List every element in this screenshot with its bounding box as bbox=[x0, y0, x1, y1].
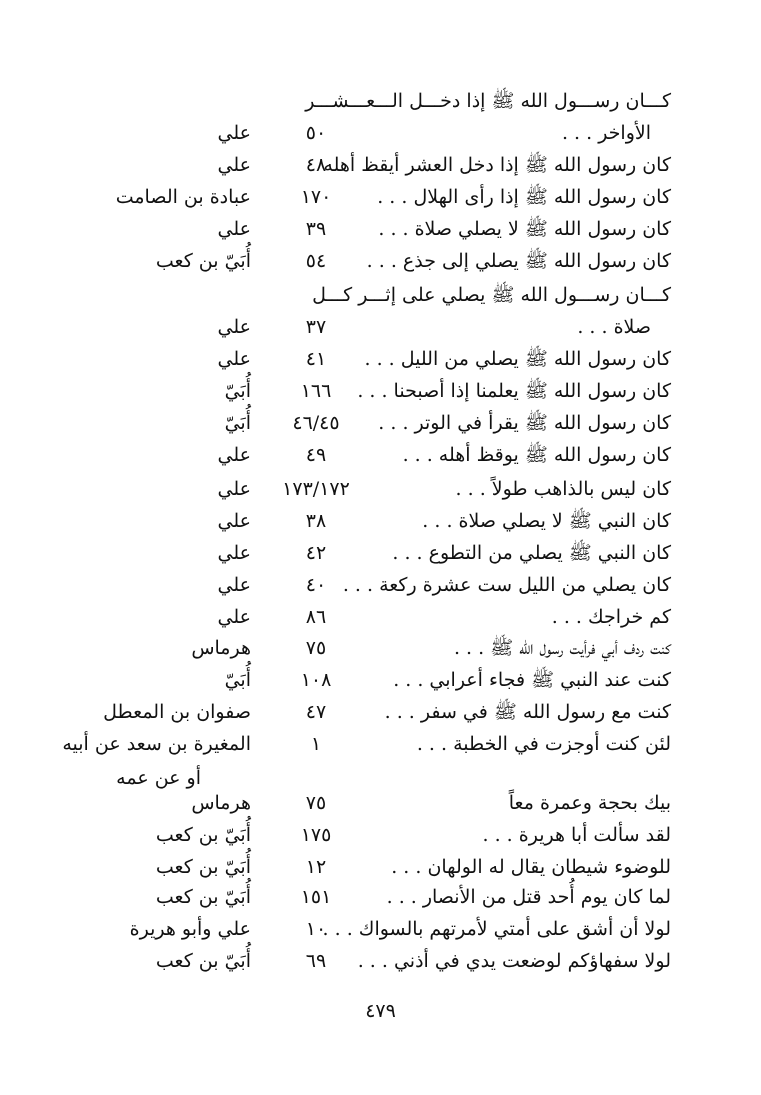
narrator: علي وأبو هريرة bbox=[129, 918, 251, 940]
row bbox=[0, 881, 761, 913]
page-ref: ٦٩ bbox=[305, 950, 327, 972]
narrator: علي bbox=[217, 606, 251, 628]
narrator: أُبَيّ بن كعب bbox=[155, 856, 251, 878]
row bbox=[0, 375, 761, 407]
row bbox=[0, 819, 761, 851]
row bbox=[0, 473, 761, 505]
hadith-text: لولا سفهاؤكم لوضعت يدي في أذني . . . bbox=[357, 950, 671, 972]
narrator: أُبَيّ بن كعب bbox=[155, 250, 251, 272]
narrator: أو عن عمه bbox=[116, 767, 201, 789]
hadith-text: الأواخر . . . bbox=[561, 122, 651, 144]
narrator: علي bbox=[217, 478, 251, 500]
narrator: علي bbox=[217, 316, 251, 338]
page-ref: ٧٥ bbox=[305, 637, 327, 659]
page-ref: ١٧٠ bbox=[300, 186, 332, 208]
hadith-text: كان النبي ﷺ لا يصلي صلاة . . . bbox=[422, 510, 671, 532]
hadith-text: كان رسول الله ﷺ يقرأ في الوتر . . . bbox=[378, 412, 671, 434]
hadith-text: كان رسول الله ﷺ إذا رأى الهلال . . . bbox=[377, 186, 671, 208]
narrator: أُبَيّ bbox=[224, 412, 251, 434]
hadith-text: لما كان يوم أُحد قتل من الأنصار . . . bbox=[386, 886, 671, 908]
hadith-text: كان النبي ﷺ يصلي من التطوع . . . bbox=[392, 542, 671, 564]
page-ref: ٥٤ bbox=[305, 250, 327, 272]
row bbox=[0, 537, 761, 569]
row bbox=[0, 569, 761, 601]
narrator: أُبَيّ bbox=[224, 380, 251, 402]
page-ref: ٤٦/٤٥ bbox=[292, 412, 340, 434]
narrator: علي bbox=[217, 444, 251, 466]
hadith-text: كان رسول الله ﷺ يصلي من الليل . . . bbox=[364, 348, 671, 370]
row bbox=[0, 664, 761, 696]
narrator: علي bbox=[217, 510, 251, 532]
row bbox=[0, 85, 761, 117]
narrator: أُبَيّ bbox=[224, 669, 251, 691]
page-ref: ٧٥ bbox=[305, 792, 327, 814]
row bbox=[0, 505, 761, 537]
hadith-text: كان ليس بالذاهب طولاً . . . bbox=[455, 478, 671, 500]
page-ref: ٣٩ bbox=[305, 218, 327, 240]
row bbox=[0, 728, 761, 760]
hadith-text: كـــان رســـول الله ﷺ إذا دخـــل الـــعـــشـــر bbox=[305, 90, 671, 112]
narrator: علي bbox=[217, 122, 251, 144]
page-ref: ٤٠ bbox=[305, 574, 327, 596]
hadith-text: كان رسول الله ﷺ إذا دخل العشر أيقظ أهله bbox=[323, 154, 671, 176]
row bbox=[0, 311, 761, 343]
page-ref: ١ bbox=[310, 733, 322, 755]
narrator: علي bbox=[217, 574, 251, 596]
row bbox=[0, 117, 761, 149]
hadith-text: كنت مع رسول الله ﷺ في سفر . . . bbox=[384, 701, 671, 723]
hadith-text: كان رسول الله ﷺ يوقظ أهله . . . bbox=[402, 444, 671, 466]
hadith-text: كان رسول الله ﷺ يعلمنا إذا أصبحنا . . . bbox=[357, 380, 671, 402]
row bbox=[0, 407, 761, 439]
row bbox=[0, 245, 761, 277]
narrator: علي bbox=[217, 154, 251, 176]
page-ref: ١٧٥ bbox=[300, 824, 332, 846]
narrator: هرماس bbox=[191, 637, 251, 659]
page-ref: ١٢ bbox=[305, 856, 327, 878]
hadith-text: كان يصلي من الليل ست عشرة ركعة . . . bbox=[342, 574, 671, 596]
row bbox=[0, 851, 761, 883]
hadith-text: كم خراجك . . . bbox=[551, 606, 671, 628]
row bbox=[0, 632, 761, 664]
hadith-text: لولا أن أشق على أمتي لأمرتهم بالسواك . . . bbox=[322, 918, 671, 940]
page-ref: ١٠٨ bbox=[300, 669, 332, 691]
page-ref: ١٥١ bbox=[300, 886, 332, 908]
narrator: علي bbox=[217, 348, 251, 370]
hadith-text: كنت ردف أبي فرأيت رسول الله ﷺ . . . bbox=[453, 637, 671, 659]
narrator: المغيرة بن سعد عن أبيه bbox=[62, 733, 251, 755]
page-ref: ٤١ bbox=[305, 348, 327, 370]
page-ref: ٣٧ bbox=[305, 316, 327, 338]
narrator: أُبَيّ بن كعب bbox=[155, 950, 251, 972]
row bbox=[0, 279, 761, 311]
narrator: صفوان بن المعطل bbox=[103, 701, 251, 723]
page-ref: ٥٠ bbox=[305, 122, 327, 144]
page-ref: ٣٨ bbox=[305, 510, 327, 532]
page-ref: ٤٧ bbox=[305, 701, 327, 723]
page-ref: ١٦٦ bbox=[300, 380, 332, 402]
page-ref: ٤٩ bbox=[305, 444, 327, 466]
row bbox=[0, 601, 761, 633]
row bbox=[0, 696, 761, 728]
narrator: أُبَيّ بن كعب bbox=[155, 886, 251, 908]
page-ref: ٤٢ bbox=[305, 542, 327, 564]
hadith-text: لئن كنت أوجزت في الخطبة . . . bbox=[416, 733, 671, 755]
row bbox=[0, 439, 761, 471]
row bbox=[0, 945, 761, 977]
narrator: علي bbox=[217, 542, 251, 564]
row bbox=[0, 213, 761, 245]
page-ref: ١٧٣/١٧٢ bbox=[282, 478, 350, 500]
page-number: ٤٧٩ bbox=[365, 1000, 396, 1022]
page-ref: ٨٦ bbox=[305, 606, 327, 628]
hadith-text: كان رسول الله ﷺ يصلي إلى جذع . . . bbox=[366, 250, 671, 272]
hadith-text: كنت عند النبي ﷺ فجاء أعرابي . . . bbox=[393, 669, 671, 691]
hadith-text: لقد سألت أبا هريرة . . . bbox=[482, 824, 671, 846]
row bbox=[0, 343, 761, 375]
narrator: علي bbox=[217, 218, 251, 240]
page-ref: ١٠ bbox=[305, 918, 327, 940]
row bbox=[0, 787, 761, 819]
page-ref: ٤٨ bbox=[305, 154, 327, 176]
narrator: هرماس bbox=[191, 792, 251, 814]
hadith-text: للوضوء شيطان يقال له الولهان . . . bbox=[391, 856, 671, 878]
narrator: أُبَيّ بن كعب bbox=[155, 824, 251, 846]
narrator: عبادة بن الصامت bbox=[115, 186, 251, 208]
row bbox=[0, 181, 761, 213]
hadith-text: بيك بحجة وعمرة معاً bbox=[508, 792, 671, 814]
hadith-text: صلاة . . . bbox=[577, 316, 651, 338]
hadith-text: كان رسول الله ﷺ لا يصلي صلاة . . . bbox=[378, 218, 671, 240]
row bbox=[0, 149, 761, 181]
hadith-text: كـــان رســـول الله ﷺ يصلي على إثـــر كـــل bbox=[312, 284, 671, 306]
row bbox=[0, 913, 761, 945]
